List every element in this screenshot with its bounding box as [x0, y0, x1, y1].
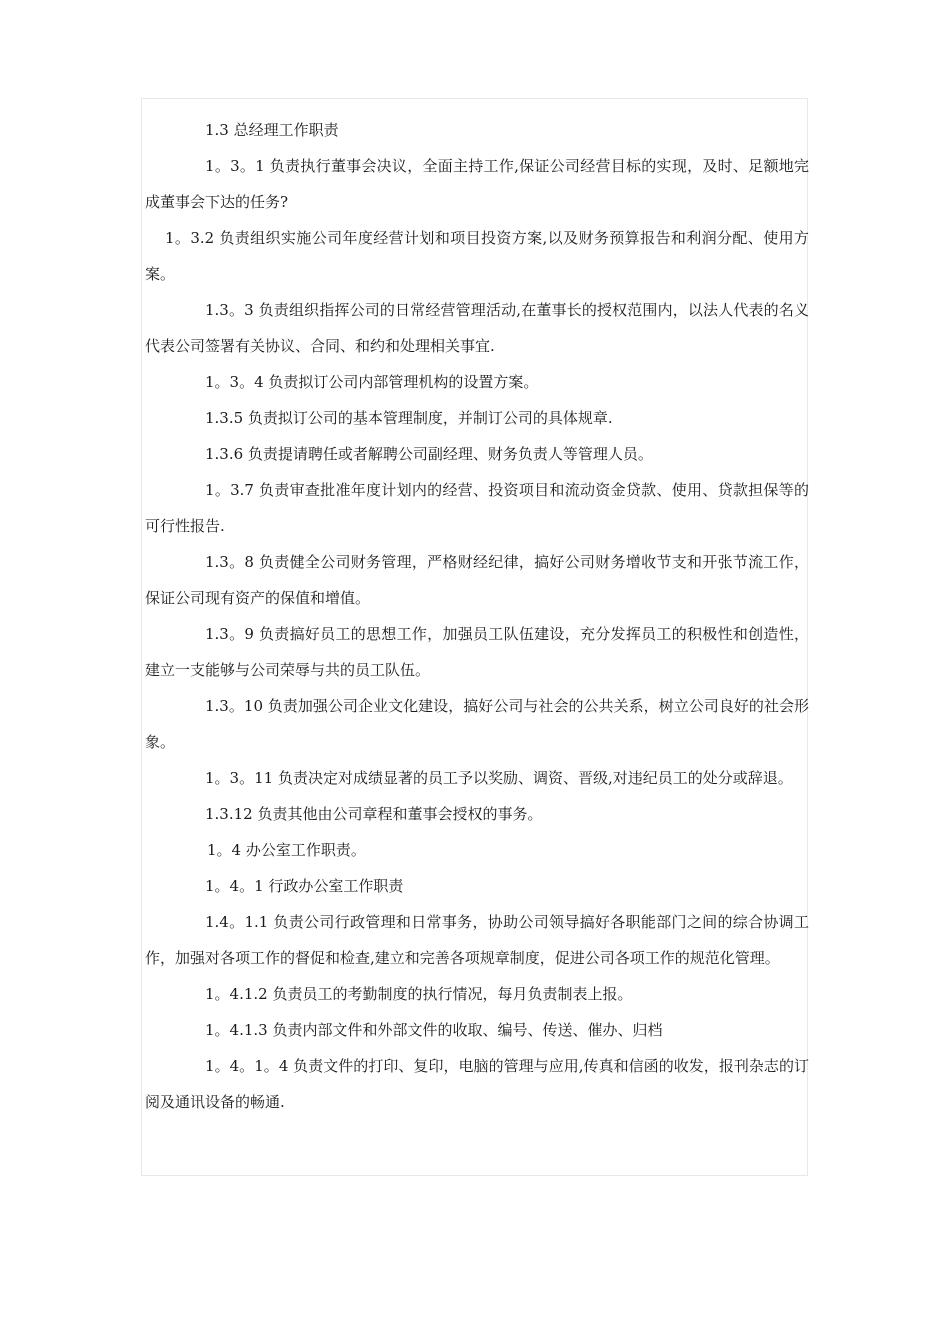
- paragraph-1-3-12: 1.3.12 负责其他由公司章程和董事会授权的事务。: [205, 805, 543, 823]
- paragraph-1-3-10: 1.3。10 负责加强公司企业文化建设，搞好公司与社会的公共关系，树立公司良好的社会形象。: [145, 697, 809, 751]
- document-body: [145, 112, 809, 1120]
- paragraph-1-3-2: 1。3.2 负责组织实施公司年度经营计划和项目投资方案,以及财务预算报告和利润分配、使用方案。: [145, 229, 809, 283]
- paragraph-1-3-9: 1.3。9 负责搞好员工的思想工作，加强员工队伍建设，充分发挥员工的积极性和创造性，建立一支能够与公司荣辱与共的员工队伍。: [145, 625, 809, 679]
- paragraph-1-4-1-2: 1。4.1.2 负责员工的考勤制度的执行情况，每月负责制表上报。: [205, 985, 633, 1003]
- paragraph-1-3-3: 1.3。3 负责组织指挥公司的日常经营管理活动,在董事长的授权范围内，以法人代表的名义代表公司签署有关协议、合同、和约和处理相关事宜.: [145, 301, 809, 355]
- subsection-heading-1-4-1: 1。4。1 行政办公室工作职责: [205, 877, 404, 895]
- paragraph-1-3-5: 1.3.5 负责拟订公司的基本管理制度，并制订公司的具体规章.: [205, 409, 613, 427]
- paragraph-1-4-1-1: 1.4。1.1 负责公司行政管理和日常事务，协助公司领导搞好各职能部门之间的综合协调工作，加强对各项工作的督促和检查,建立和完善各项规章制度，促进公司各项工作的规范化管理。: [145, 913, 809, 967]
- section-heading-1-4: 1。4 办公室工作职责。: [207, 841, 366, 859]
- paragraph-1-3-8: 1.3。8 负责健全公司财务管理，严格财经纪律，搞好公司财务增收节支和开张节流工作，保证公司现有资产的保值和增值。: [145, 553, 809, 607]
- paragraph-1-4-1-3: 1。4.1.3 负责内部文件和外部文件的收取、编号、传送、催办、归档: [205, 1021, 663, 1039]
- section-heading-1-3: 1.3 总经理工作职责: [205, 121, 339, 139]
- paragraph-1-3-7: 1。3.7 负责审查批准年度计划内的经营、投资项目和流动资金贷款、使用、贷款担保等的可行性报告.: [145, 481, 809, 535]
- paragraph-1-4-1-4: 1。4。1。4 负责文件的打印、复印，电脑的管理与应用,传真和信函的收发，报刊杂志的订阅及通讯设备的畅通.: [145, 1057, 809, 1111]
- paragraph-1-3-1: 1。3。1 负责执行董事会决议，全面主持工作,保证公司经营目标的实现，及时、足额地完成董事会下达的任务?: [145, 157, 809, 211]
- paragraph-1-3-6: 1.3.6 负责提请聘任或者解聘公司副经理、财务负责人等管理人员。: [205, 445, 653, 463]
- paragraph-1-3-4: 1。3。4 负责拟订公司内部管理机构的设置方案。: [205, 373, 539, 391]
- paragraph-1-3-11: 1。3。11 负责决定对成绩显著的员工予以奖励、调资、晋级,对违纪员工的处分或辞退。: [205, 769, 793, 787]
